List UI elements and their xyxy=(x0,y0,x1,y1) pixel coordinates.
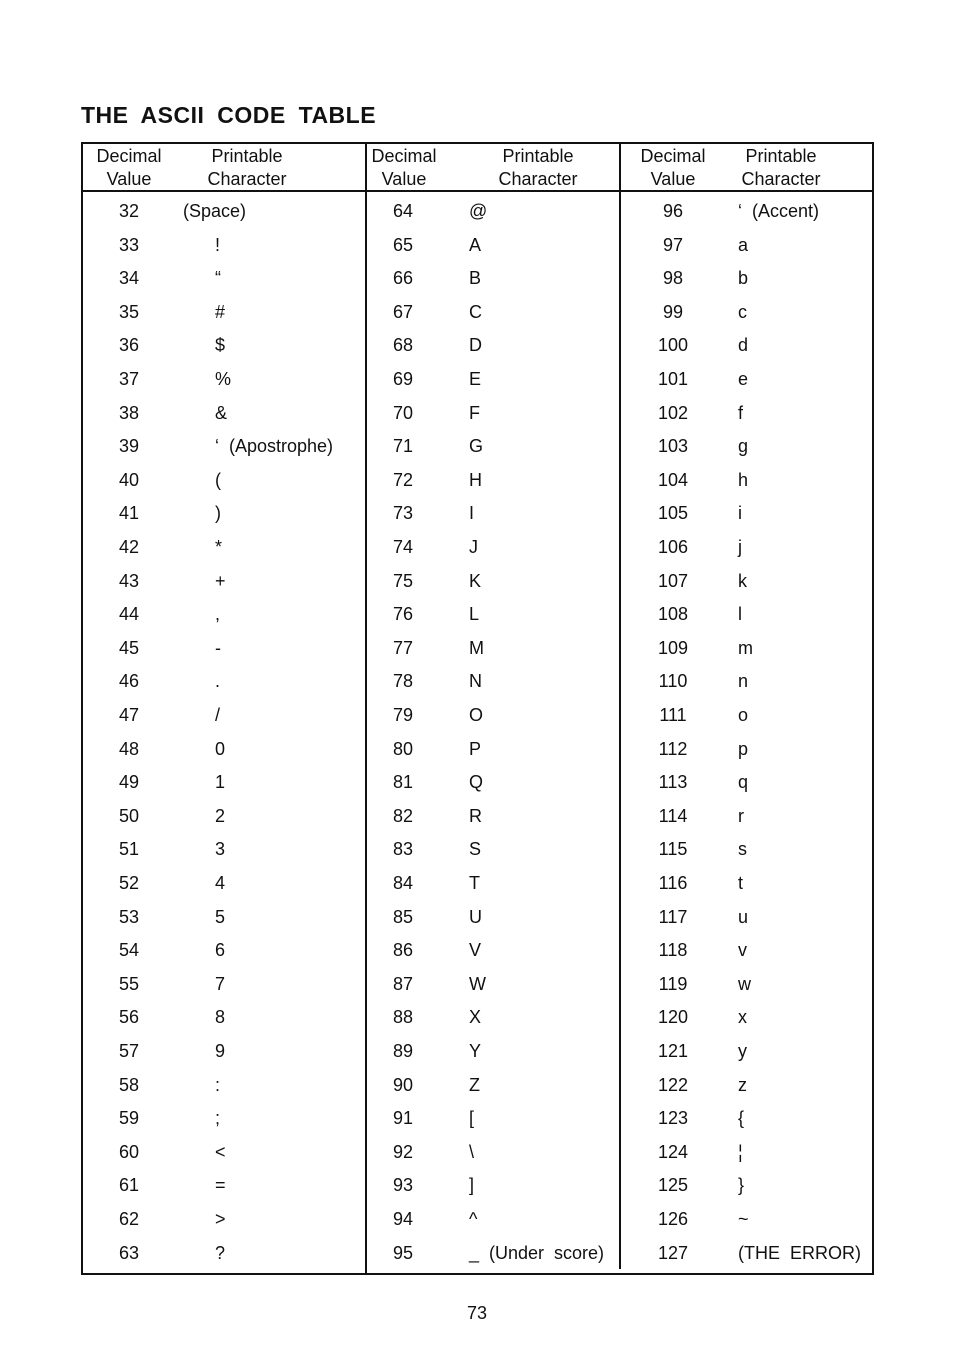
printable-character-cell: c xyxy=(738,302,747,322)
decimal-value-cell: 64 xyxy=(392,201,414,221)
printable-character-cell: 1 xyxy=(215,772,226,792)
decimal-value-cell: 85 xyxy=(392,907,414,927)
printable-character-cell: p xyxy=(738,739,749,759)
printable-character-cell: k xyxy=(738,571,747,591)
printable-character-cell: M xyxy=(469,638,484,658)
printable-character-header xyxy=(731,145,831,191)
printable-character-cell: S xyxy=(469,839,482,859)
decimal-value-cell: 41 xyxy=(118,503,140,523)
decimal-value-cell: 76 xyxy=(392,604,414,624)
decimal-value-cell: 93 xyxy=(392,1175,414,1195)
printable-character-header xyxy=(488,145,588,191)
decimal-value-header xyxy=(366,145,442,191)
decimal-value-cell: 67 xyxy=(392,302,414,322)
decimal-value-cell: 65 xyxy=(392,235,414,255)
printable-character-cell: ‘ (Accent) xyxy=(738,201,820,221)
decimal-value-cell: 112 xyxy=(658,739,688,759)
printable-character-cell: ; xyxy=(215,1108,221,1128)
decimal-value-cell: 110 xyxy=(658,671,688,691)
decimal-value-cell: 37 xyxy=(118,369,140,389)
decimal-value-cell: 105 xyxy=(657,503,689,523)
printable-character-cell: n xyxy=(738,671,749,691)
printable-character-cell: L xyxy=(469,604,480,624)
decimal-value-cell: 50 xyxy=(118,806,140,826)
decimal-value-cell: 66 xyxy=(392,268,414,288)
header-line: Character xyxy=(207,169,287,189)
printable-character-cell: “ xyxy=(215,268,221,288)
printable-character-cell: l xyxy=(738,604,742,624)
printable-character-cell: v xyxy=(738,940,747,960)
printable-character-cell: s xyxy=(738,839,747,859)
printable-character-cell: \ xyxy=(469,1142,475,1162)
decimal-value-cell: 95 xyxy=(392,1243,414,1263)
header-line: Value xyxy=(650,169,696,189)
printable-character-cell: [ xyxy=(469,1108,475,1128)
printable-character-cell: u xyxy=(738,907,749,927)
printable-character-cell: P xyxy=(469,739,482,759)
decimal-value-cell: 88 xyxy=(392,1007,414,1027)
printable-character-cell: (Space) xyxy=(183,201,247,221)
header-line: Printable xyxy=(745,146,817,166)
decimal-value-cell: 97 xyxy=(662,235,684,255)
printable-character-cell: { xyxy=(738,1108,745,1128)
decimal-value-cell: 35 xyxy=(118,302,140,322)
printable-character-cell: d xyxy=(738,335,749,355)
printable-character-cell: / xyxy=(215,705,221,725)
printable-character-cell: Q xyxy=(469,772,484,792)
printable-character-cell: ¦ xyxy=(738,1142,743,1162)
printable-character-cell: q xyxy=(738,772,749,792)
printable-character-cell: * xyxy=(215,537,223,557)
decimal-value-cell: 33 xyxy=(118,235,140,255)
printable-character-cell: w xyxy=(738,974,751,994)
decimal-value-cell: 39 xyxy=(118,436,140,456)
decimal-value-cell: 46 xyxy=(118,671,140,691)
decimal-value-cell: 44 xyxy=(118,604,140,624)
decimal-value-cell: 49 xyxy=(118,772,140,792)
printable-character-cell: E xyxy=(469,369,482,389)
decimal-value-cell: 101 xyxy=(657,369,689,389)
page-number: 73 xyxy=(466,1303,488,1323)
printable-character-cell: 2 xyxy=(215,806,226,826)
printable-character-cell: m xyxy=(738,638,753,658)
decimal-value-cell: 90 xyxy=(392,1075,414,1095)
decimal-value-cell: 34 xyxy=(118,268,140,288)
printable-character-cell: . xyxy=(215,671,221,691)
printable-character-cell: a xyxy=(738,235,749,255)
decimal-value-cell: 84 xyxy=(392,873,414,893)
printable-character-cell: N xyxy=(469,671,482,691)
decimal-value-cell: 77 xyxy=(392,638,414,658)
printable-character-cell: ~ xyxy=(738,1209,749,1229)
printable-character-cell: h xyxy=(738,470,749,490)
decimal-value-cell: 36 xyxy=(118,335,140,355)
decimal-value-cell: 126 xyxy=(657,1209,689,1229)
printable-character-cell: # xyxy=(215,302,226,322)
decimal-value-header xyxy=(635,145,711,191)
printable-character-cell: % xyxy=(215,369,232,389)
printable-character-cell: ‘ (Apostrophe) xyxy=(215,436,334,456)
printable-character-cell: ) xyxy=(215,503,221,523)
printable-character-cell: J xyxy=(469,537,478,557)
decimal-value-cell: 107 xyxy=(657,571,689,591)
decimal-value-cell: 56 xyxy=(118,1007,140,1027)
decimal-value-cell: 47 xyxy=(118,705,140,725)
printable-character-cell: (THE ERROR) xyxy=(738,1243,861,1263)
header-line: Decimal xyxy=(96,146,162,166)
decimal-value-cell: 63 xyxy=(118,1243,140,1263)
decimal-value-cell: 73 xyxy=(392,503,414,523)
printable-character-cell: K xyxy=(469,571,482,591)
printable-character-cell: ^ xyxy=(469,1209,478,1229)
decimal-value-cell: 87 xyxy=(392,974,414,994)
decimal-value-cell: 104 xyxy=(657,470,689,490)
decimal-value-cell: 59 xyxy=(118,1108,140,1128)
printable-character-cell: < xyxy=(215,1142,226,1162)
printable-character-cell: U xyxy=(469,907,482,927)
decimal-value-cell: 72 xyxy=(392,470,414,490)
decimal-value-cell: 79 xyxy=(392,705,414,725)
decimal-value-cell: 86 xyxy=(392,940,414,960)
printable-character-cell: @ xyxy=(469,201,488,221)
decimal-value-cell: 96 xyxy=(662,201,684,221)
decimal-value-cell: 127 xyxy=(657,1243,689,1263)
decimal-value-cell: 54 xyxy=(118,940,140,960)
printable-character-cell: o xyxy=(738,705,749,725)
printable-character-cell: W xyxy=(469,974,486,994)
decimal-value-cell: 82 xyxy=(392,806,414,826)
decimal-value-cell: 48 xyxy=(118,739,140,759)
decimal-value-cell: 91 xyxy=(392,1108,414,1128)
decimal-value-cell: 57 xyxy=(118,1041,140,1061)
printable-character-cell: I xyxy=(469,503,475,523)
printable-character-cell: 7 xyxy=(215,974,226,994)
header-line: Value xyxy=(381,169,427,189)
printable-character-cell: X xyxy=(469,1007,482,1027)
printable-character-header xyxy=(197,145,297,191)
printable-character-cell: H xyxy=(469,470,482,490)
decimal-value-cell: 83 xyxy=(392,839,414,859)
decimal-value-cell: 70 xyxy=(392,403,414,423)
printable-character-cell: > xyxy=(215,1209,226,1229)
printable-character-cell: ? xyxy=(215,1243,226,1263)
decimal-value-cell: 103 xyxy=(657,436,689,456)
decimal-value-cell: 123 xyxy=(657,1108,689,1128)
decimal-value-cell: 122 xyxy=(657,1075,689,1095)
decimal-value-cell: 99 xyxy=(662,302,684,322)
decimal-value-header xyxy=(91,145,167,191)
decimal-value-cell: 118 xyxy=(658,940,688,960)
printable-character-cell: 6 xyxy=(215,940,226,960)
decimal-value-cell: 81 xyxy=(392,772,414,792)
printable-character-cell: t xyxy=(738,873,744,893)
decimal-value-cell: 51 xyxy=(118,839,140,859)
printable-character-cell: 9 xyxy=(215,1041,226,1061)
decimal-value-cell: 117 xyxy=(658,907,688,927)
decimal-value-cell: 52 xyxy=(118,873,140,893)
page-title: THE ASCII CODE TABLE xyxy=(81,102,377,128)
decimal-value-cell: 106 xyxy=(657,537,689,557)
printable-character-cell: G xyxy=(469,436,484,456)
decimal-value-cell: 53 xyxy=(118,907,140,927)
decimal-value-cell: 74 xyxy=(392,537,414,557)
printable-character-cell: B xyxy=(469,268,482,288)
printable-character-cell: Y xyxy=(469,1041,482,1061)
decimal-value-cell: 115 xyxy=(658,839,688,859)
decimal-value-cell: 116 xyxy=(658,873,688,893)
decimal-value-cell: 60 xyxy=(118,1142,140,1162)
printable-character-cell: _ (Under score) xyxy=(469,1243,605,1263)
printable-character-cell: $ xyxy=(215,335,226,355)
decimal-value-cell: 43 xyxy=(118,571,140,591)
printable-character-cell: - xyxy=(215,638,221,658)
printable-character-cell: T xyxy=(469,873,480,893)
printable-character-cell: C xyxy=(469,302,482,322)
decimal-value-cell: 89 xyxy=(392,1041,414,1061)
printable-character-cell: y xyxy=(738,1041,747,1061)
decimal-value-cell: 78 xyxy=(392,671,414,691)
header-line: Printable xyxy=(211,146,283,166)
decimal-value-cell: 58 xyxy=(118,1075,140,1095)
decimal-value-cell: 124 xyxy=(657,1142,689,1162)
printable-character-cell: , xyxy=(215,604,221,624)
printable-character-cell: i xyxy=(738,503,742,523)
decimal-value-cell: 68 xyxy=(392,335,414,355)
decimal-value-cell: 38 xyxy=(118,403,140,423)
decimal-value-cell: 102 xyxy=(657,403,689,423)
decimal-value-cell: 42 xyxy=(118,537,140,557)
printable-character-cell: f xyxy=(738,403,744,423)
printable-character-cell: + xyxy=(215,571,226,591)
header-line: Character xyxy=(498,169,578,189)
decimal-value-cell: 45 xyxy=(118,638,140,658)
printable-character-cell: j xyxy=(738,537,742,557)
printable-character-cell: Z xyxy=(469,1075,480,1095)
decimal-value-cell: 109 xyxy=(657,638,689,658)
decimal-value-cell: 121 xyxy=(657,1041,689,1061)
decimal-value-cell: 55 xyxy=(118,974,140,994)
printable-character-cell: & xyxy=(215,403,228,423)
printable-character-cell: R xyxy=(469,806,482,826)
printable-character-cell: r xyxy=(738,806,744,826)
printable-character-cell: 3 xyxy=(215,839,226,859)
decimal-value-cell: 71 xyxy=(392,436,414,456)
decimal-value-cell: 40 xyxy=(118,470,140,490)
printable-character-cell: F xyxy=(469,403,480,423)
printable-character-cell: A xyxy=(469,235,482,255)
decimal-value-cell: 100 xyxy=(657,335,689,355)
decimal-value-cell: 111 xyxy=(659,705,687,725)
header-line: Value xyxy=(106,169,152,189)
decimal-value-cell: 80 xyxy=(392,739,414,759)
decimal-value-cell: 113 xyxy=(658,772,688,792)
decimal-value-cell: 119 xyxy=(658,974,688,994)
decimal-value-cell: 61 xyxy=(118,1175,140,1195)
header-line: Character xyxy=(741,169,821,189)
column-divider xyxy=(365,142,367,1273)
decimal-value-cell: 125 xyxy=(657,1175,689,1195)
printable-character-cell: ] xyxy=(469,1175,475,1195)
printable-character-cell: b xyxy=(738,268,749,288)
printable-character-cell: g xyxy=(738,436,749,456)
printable-character-cell: 8 xyxy=(215,1007,226,1027)
printable-character-cell: } xyxy=(738,1175,745,1195)
decimal-value-cell: 120 xyxy=(657,1007,689,1027)
printable-character-cell: e xyxy=(738,369,749,389)
printable-character-cell: ! xyxy=(215,235,221,255)
decimal-value-cell: 92 xyxy=(392,1142,414,1162)
header-line: Printable xyxy=(502,146,574,166)
decimal-value-cell: 75 xyxy=(392,571,414,591)
printable-character-cell: ( xyxy=(215,470,221,490)
decimal-value-cell: 32 xyxy=(118,201,140,221)
printable-character-cell: : xyxy=(215,1075,221,1095)
printable-character-cell: = xyxy=(215,1175,226,1195)
printable-character-cell: z xyxy=(738,1075,747,1095)
column-divider xyxy=(619,142,621,1269)
decimal-value-cell: 114 xyxy=(658,806,688,826)
printable-character-cell: 5 xyxy=(215,907,226,927)
decimal-value-cell: 94 xyxy=(392,1209,414,1229)
printable-character-cell: D xyxy=(469,335,482,355)
printable-character-cell: 4 xyxy=(215,873,226,893)
printable-character-cell: V xyxy=(469,940,482,960)
decimal-value-cell: 62 xyxy=(118,1209,140,1229)
header-line: Decimal xyxy=(640,146,706,166)
decimal-value-cell: 108 xyxy=(657,604,689,624)
printable-character-cell: O xyxy=(469,705,484,725)
printable-character-cell: 0 xyxy=(215,739,226,759)
decimal-value-cell: 69 xyxy=(392,369,414,389)
decimal-value-cell: 98 xyxy=(662,268,684,288)
printable-character-cell: x xyxy=(738,1007,747,1027)
header-line: Decimal xyxy=(371,146,437,166)
